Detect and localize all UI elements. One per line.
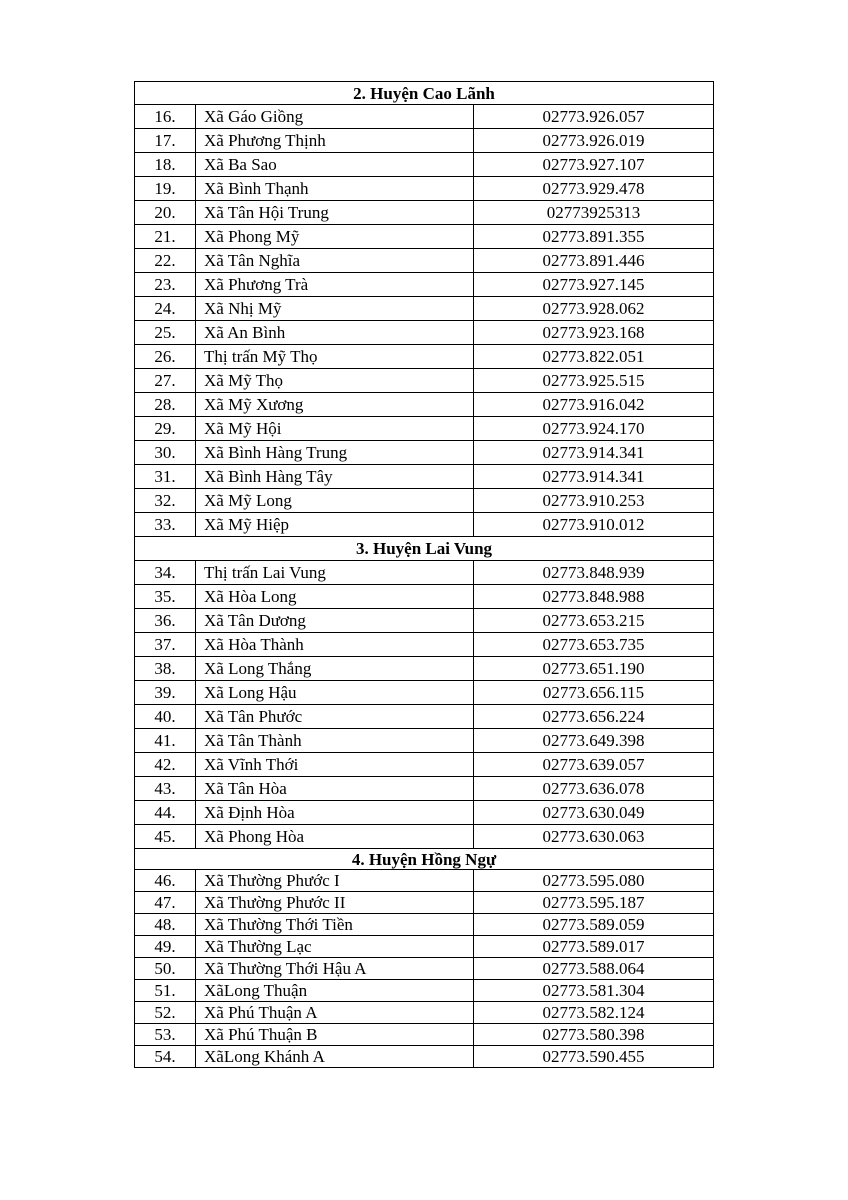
table-row: [135, 936, 714, 958]
phone-number: 02773.925.515: [474, 369, 714, 393]
phone-number: 02773925313: [474, 201, 714, 225]
table-row: [135, 489, 714, 513]
commune-name: Xã Mỹ Hội: [196, 417, 474, 441]
commune-name: Xã Tân Dương: [196, 609, 474, 633]
row-number: 17.: [135, 129, 196, 153]
table-row: [135, 297, 714, 321]
phone-number: 02773.910.253: [474, 489, 714, 513]
phone-number: 02773.595.187: [474, 892, 714, 914]
commune-name: Xã Ba Sao: [196, 153, 474, 177]
row-number: 49.: [135, 936, 196, 958]
row-number: 40.: [135, 705, 196, 729]
row-number: 23.: [135, 273, 196, 297]
table-row: [135, 249, 714, 273]
row-number: 39.: [135, 681, 196, 705]
commune-name: Xã Phương Thịnh: [196, 129, 474, 153]
commune-name: Xã Tân Hòa: [196, 777, 474, 801]
commune-name: XãLong Thuận: [196, 980, 474, 1002]
commune-name: Xã Hòa Long: [196, 585, 474, 609]
phone-number: 02773.656.115: [474, 681, 714, 705]
row-number: 37.: [135, 633, 196, 657]
phone-number: 02773.927.107: [474, 153, 714, 177]
commune-name: Xã Hòa Thành: [196, 633, 474, 657]
table-row: [135, 870, 714, 892]
row-number: 48.: [135, 914, 196, 936]
table-row: [135, 657, 714, 681]
phone-number: 02773.653.215: [474, 609, 714, 633]
commune-name: Xã Thường Thới Tiền: [196, 914, 474, 936]
commune-name: Xã Tân Nghĩa: [196, 249, 474, 273]
commune-name: Xã Long Thắng: [196, 657, 474, 681]
phone-number: 02773.926.019: [474, 129, 714, 153]
table-row: [135, 225, 714, 249]
phone-number: 02773.581.304: [474, 980, 714, 1002]
phone-number: 02773.914.341: [474, 465, 714, 489]
row-number: 32.: [135, 489, 196, 513]
commune-name: Xã Phú Thuận A: [196, 1002, 474, 1024]
table-row: [135, 681, 714, 705]
table-row: [135, 105, 714, 129]
commune-name: Thị trấn Lai Vung: [196, 561, 474, 585]
table-row: [135, 345, 714, 369]
phone-number: 02773.822.051: [474, 345, 714, 369]
table-row: [135, 465, 714, 489]
commune-name: Xã Phú Thuận B: [196, 1024, 474, 1046]
commune-name: Xã Gáo Giồng: [196, 105, 474, 129]
table-row: [135, 129, 714, 153]
phone-number: 02773.926.057: [474, 105, 714, 129]
table-row: [135, 633, 714, 657]
phone-number: 02773.848.939: [474, 561, 714, 585]
table-row: [135, 914, 714, 936]
row-number: 20.: [135, 201, 196, 225]
commune-name: Xã Bình Hàng Tây: [196, 465, 474, 489]
row-number: 46.: [135, 870, 196, 892]
row-number: 47.: [135, 892, 196, 914]
table-row: [135, 153, 714, 177]
row-number: 50.: [135, 958, 196, 980]
commune-name: Xã Long Hậu: [196, 681, 474, 705]
phone-number: 02773.656.224: [474, 705, 714, 729]
row-number: 27.: [135, 369, 196, 393]
row-number: 22.: [135, 249, 196, 273]
phone-number: 02773.910.012: [474, 513, 714, 537]
row-number: 26.: [135, 345, 196, 369]
row-number: 53.: [135, 1024, 196, 1046]
table-row: [135, 825, 714, 849]
table-row: [135, 729, 714, 753]
phone-number: 02773.923.168: [474, 321, 714, 345]
section-title: 3. Huyện Lai Vung: [135, 537, 714, 561]
row-number: 43.: [135, 777, 196, 801]
commune-name: Xã Bình Hàng Trung: [196, 441, 474, 465]
row-number: 42.: [135, 753, 196, 777]
commune-name: Xã Mỹ Long: [196, 489, 474, 513]
row-number: 31.: [135, 465, 196, 489]
table-row: [135, 1046, 714, 1068]
table-row: [135, 513, 714, 537]
table-row: [135, 441, 714, 465]
commune-name: Xã Bình Thạnh: [196, 177, 474, 201]
row-number: 52.: [135, 1002, 196, 1024]
row-number: 34.: [135, 561, 196, 585]
commune-name: Xã Định Hòa: [196, 801, 474, 825]
commune-name: Xã Tân Thành: [196, 729, 474, 753]
table-row: [135, 201, 714, 225]
phone-number: 02773.927.145: [474, 273, 714, 297]
row-number: 54.: [135, 1046, 196, 1068]
table-row: [135, 958, 714, 980]
row-number: 33.: [135, 513, 196, 537]
commune-name: Thị trấn Mỹ Thọ: [196, 345, 474, 369]
phone-number: 02773.929.478: [474, 177, 714, 201]
phone-number: 02773.595.080: [474, 870, 714, 892]
table-row: [135, 980, 714, 1002]
table-row: [135, 273, 714, 297]
row-number: 51.: [135, 980, 196, 1002]
table-row: [135, 705, 714, 729]
commune-name: Xã Phong Mỹ: [196, 225, 474, 249]
phone-number: 02773.639.057: [474, 753, 714, 777]
commune-name: XãLong Khánh A: [196, 1046, 474, 1068]
contact-table: [134, 81, 714, 1068]
commune-name: Xã Thường Lạc: [196, 936, 474, 958]
commune-name: Xã Thường Phước II: [196, 892, 474, 914]
table-row: [135, 585, 714, 609]
phone-number: 02773.653.735: [474, 633, 714, 657]
table-row: [135, 1002, 714, 1024]
row-number: 30.: [135, 441, 196, 465]
commune-name: Xã Phong Hòa: [196, 825, 474, 849]
section-header-row: [135, 537, 714, 561]
row-number: 38.: [135, 657, 196, 681]
commune-name: Xã Thường Thới Hậu A: [196, 958, 474, 980]
table-row: [135, 892, 714, 914]
commune-name: Xã Vĩnh Thới: [196, 753, 474, 777]
phone-number: 02773.630.063: [474, 825, 714, 849]
commune-name: Xã Thường Phước I: [196, 870, 474, 892]
phone-number: 02773.924.170: [474, 417, 714, 441]
row-number: 25.: [135, 321, 196, 345]
phone-number: 02773.636.078: [474, 777, 714, 801]
table-row: [135, 369, 714, 393]
table-row: [135, 393, 714, 417]
phone-number: 02773.590.455: [474, 1046, 714, 1068]
phone-number: 02773.649.398: [474, 729, 714, 753]
row-number: 35.: [135, 585, 196, 609]
phone-number: 02773.848.988: [474, 585, 714, 609]
commune-name: Xã Tân Phước: [196, 705, 474, 729]
phone-number: 02773.916.042: [474, 393, 714, 417]
row-number: 28.: [135, 393, 196, 417]
commune-name: Xã Phương Trà: [196, 273, 474, 297]
row-number: 18.: [135, 153, 196, 177]
phone-number: 02773.589.059: [474, 914, 714, 936]
phone-number: 02773.580.398: [474, 1024, 714, 1046]
phone-number: 02773.589.017: [474, 936, 714, 958]
table-row: [135, 1024, 714, 1046]
row-number: 16.: [135, 105, 196, 129]
row-number: 24.: [135, 297, 196, 321]
commune-name: Xã An Bình: [196, 321, 474, 345]
table-body: [135, 82, 714, 1068]
row-number: 19.: [135, 177, 196, 201]
commune-name: Xã Mỹ Xương: [196, 393, 474, 417]
table-row: [135, 801, 714, 825]
commune-name: Xã Mỹ Hiệp: [196, 513, 474, 537]
section-header-row: [135, 82, 714, 105]
row-number: 45.: [135, 825, 196, 849]
section-title: 2. Huyện Cao Lãnh: [135, 82, 714, 105]
row-number: 21.: [135, 225, 196, 249]
commune-name: Xã Mỹ Thọ: [196, 369, 474, 393]
table-row: [135, 609, 714, 633]
phone-number: 02773.914.341: [474, 441, 714, 465]
table-row: [135, 777, 714, 801]
table-row: [135, 321, 714, 345]
phone-number: 02773.588.064: [474, 958, 714, 980]
row-number: 44.: [135, 801, 196, 825]
phone-number: 02773.651.190: [474, 657, 714, 681]
table-row: [135, 177, 714, 201]
row-number: 29.: [135, 417, 196, 441]
phone-number: 02773.891.355: [474, 225, 714, 249]
section-title: 4. Huyện Hồng Ngự: [135, 849, 714, 870]
commune-name: Xã Tân Hội Trung: [196, 201, 474, 225]
phone-number: 02773.630.049: [474, 801, 714, 825]
commune-name: Xã Nhị Mỹ: [196, 297, 474, 321]
table-row: [135, 561, 714, 585]
phone-number: 02773.582.124: [474, 1002, 714, 1024]
table-row: [135, 753, 714, 777]
phone-number: 02773.928.062: [474, 297, 714, 321]
section-header-row: [135, 849, 714, 870]
row-number: 36.: [135, 609, 196, 633]
phone-number: 02773.891.446: [474, 249, 714, 273]
row-number: 41.: [135, 729, 196, 753]
table-row: [135, 417, 714, 441]
